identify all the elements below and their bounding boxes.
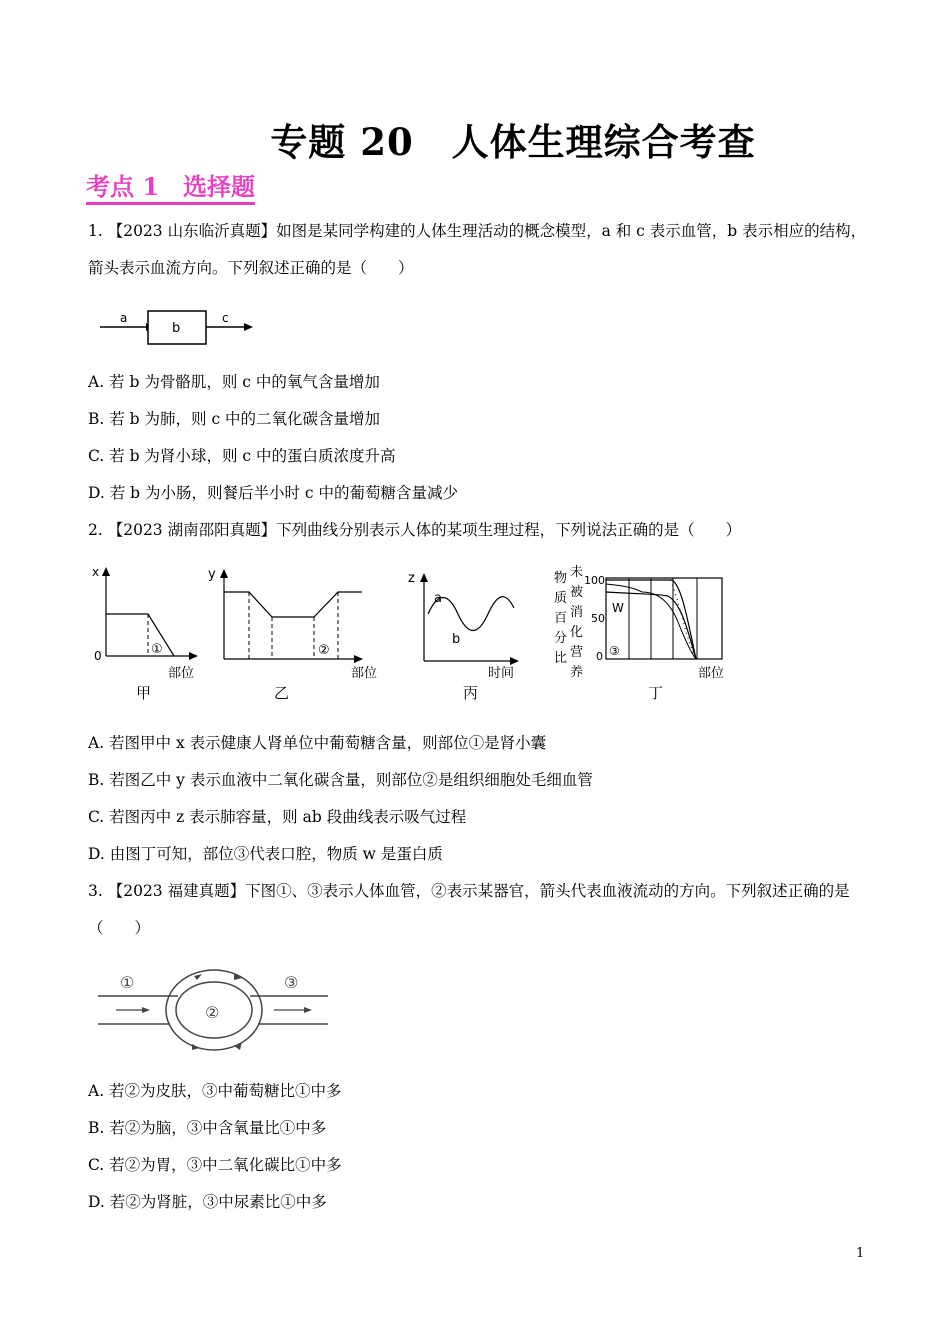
q3-vessel-diagram xyxy=(94,960,334,1070)
page-title: 专题 20 人体生理综合考查 xyxy=(270,120,756,164)
graph-yi xyxy=(208,567,377,702)
svg-text:部位: 部位 xyxy=(698,666,725,681)
svg-text:50: 50 xyxy=(591,612,605,625)
q2-option-d: D. 由图丁可知，部位③代表口腔，物质 w 是蛋白质 xyxy=(88,845,443,863)
page-number: 1 xyxy=(856,1246,865,1261)
svg-text:0: 0 xyxy=(596,650,603,663)
q3-option-c: C. 若②为胃，③中二氧化碳比①中多 xyxy=(88,1156,342,1174)
svg-text:部位: 部位 xyxy=(168,666,195,681)
q2-option-a: A. 若图甲中 x 表示健康人肾单位中葡萄糖含量，则部位①是肾小囊 xyxy=(88,734,547,752)
q3-option-b: B. 若②为脑，③中含氧量比①中多 xyxy=(88,1119,327,1137)
graph-jia xyxy=(92,565,198,702)
svg-text:①: ① xyxy=(120,973,135,992)
svg-text:丙: 丙 xyxy=(463,684,479,702)
svg-text:b: b xyxy=(452,632,461,647)
question-2-text: 2. 【2023 湖南邵阳真题】下列曲线分别表示人体的某项生理过程，下列说法正确的是（ ） xyxy=(88,521,742,539)
svg-text:时间: 时间 xyxy=(488,666,515,681)
q2-option-b: B. 若图乙中 y 表示血液中二氧化碳含量，则部位②是组织细胞处毛细血管 xyxy=(88,771,593,789)
question-1-text: 1. 【2023 山东临沂真题】如图是某同学构建的人体生理活动的概念模型，a 和 c 表示血管，b 表示相应的结构，箭头表示血流方向。下列叙述正确的是（ ） xyxy=(88,222,867,277)
svg-text:W: W xyxy=(612,601,624,615)
svg-text:部位: 部位 xyxy=(351,666,378,681)
section-heading: 考点 1 选择题 xyxy=(86,172,255,205)
svg-text:乙: 乙 xyxy=(274,684,290,702)
q3-option-a: A. 若②为皮肤，③中葡萄糖比①中多 xyxy=(88,1082,342,1100)
svg-text:①: ① xyxy=(151,642,163,657)
question-3-text: 3. 【2023 福建真题】下图①、③表示人体血管，②表示某器官，箭头代表血液流动的方向。下列叙述正确的是（ ） xyxy=(88,882,850,937)
svg-text:0: 0 xyxy=(94,649,102,663)
svg-text:②: ② xyxy=(318,643,330,658)
ylabel-wuzhi: 物质百分比 xyxy=(554,571,568,666)
svg-text:x: x xyxy=(92,565,100,579)
q1-flow-diagram xyxy=(96,302,266,352)
graph-ding xyxy=(554,564,724,702)
graph-bing xyxy=(408,571,519,702)
q1-option-c: C. 若 b 为肾小球，则 c 中的蛋白质浓度升高 xyxy=(88,447,396,465)
q2-graphs xyxy=(86,562,736,707)
svg-text:③: ③ xyxy=(609,644,620,658)
svg-text:100: 100 xyxy=(584,574,605,587)
ylabel-weibei: 未被消化营养 xyxy=(570,565,584,680)
svg-text:丁: 丁 xyxy=(648,684,664,702)
svg-text:y: y xyxy=(208,567,216,582)
label-a: a xyxy=(120,311,128,325)
svg-text:甲: 甲 xyxy=(136,684,152,702)
svg-text:z: z xyxy=(408,571,415,586)
svg-text:a: a xyxy=(434,591,442,606)
svg-text:③: ③ xyxy=(284,973,299,992)
label-b: b xyxy=(172,321,181,336)
q1-option-a: A. 若 b 为骨骼肌，则 c 中的氧气含量增加 xyxy=(88,373,380,391)
q3-option-d: D. 若②为肾脏，③中尿素比①中多 xyxy=(88,1193,327,1211)
q2-option-c: C. 若图丙中 z 表示肺容量，则 ab 段曲线表示吸气过程 xyxy=(88,808,467,826)
svg-text:②: ② xyxy=(205,1003,220,1022)
q1-option-d: D. 若 b 为小肠，则餐后半小时 c 中的葡萄糖含量减少 xyxy=(88,484,459,502)
label-c: c xyxy=(222,311,229,325)
q1-option-b: B. 若 b 为肺，则 c 中的二氧化碳含量增加 xyxy=(88,410,381,428)
